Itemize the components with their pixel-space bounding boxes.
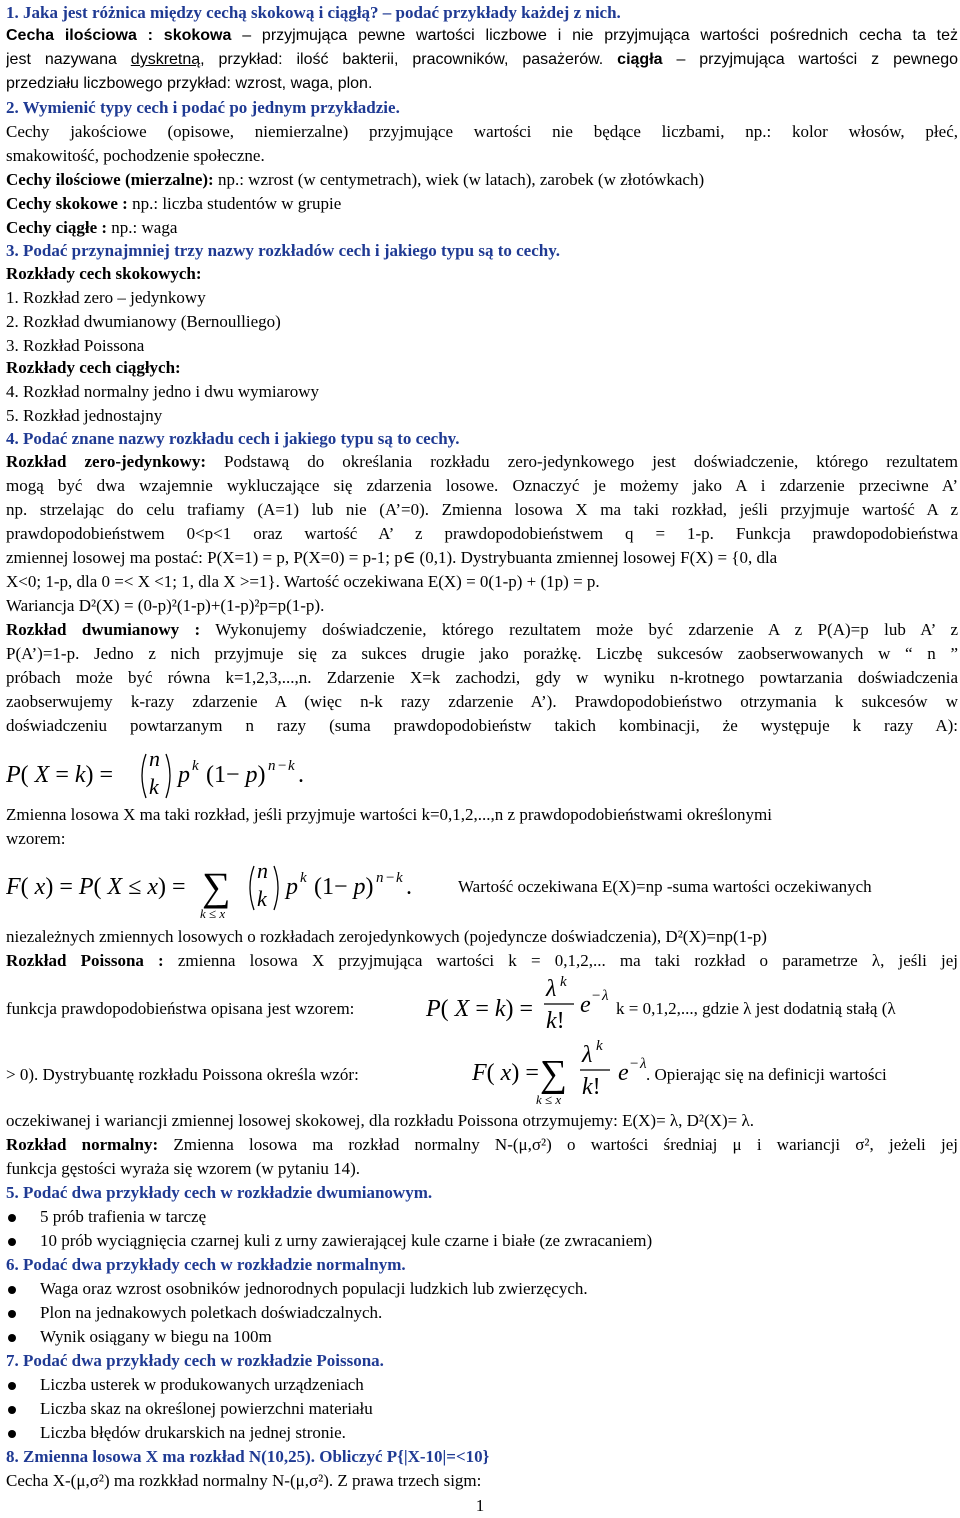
- q4-binomial-line-2: P(A’)=1-p. Jedno z nich przyjmuje się za sukces drugie jako porażkę. Liczbę sukcesów zaobserwowanych w “ n ”: [6, 644, 958, 663]
- svg-text:k: k: [596, 1038, 603, 1054]
- svg-text:(1− p): (1− p): [206, 762, 266, 788]
- svg-text:λ: λ: [582, 1042, 593, 1068]
- list-item: Liczba usterek w produkowanych urządzeniach: [40, 1375, 364, 1394]
- binomial-cdf-formula-svg: [6, 850, 456, 922]
- q2-bold-term: Cechy skokowe :: [6, 194, 128, 213]
- q3-heading-continuous: Rozkłady cech ciągłych:: [6, 358, 181, 377]
- q2-bold-term: Cechy ilościowe (mierzalne):: [6, 170, 214, 189]
- q1-underlined-term: dyskretną: [130, 51, 201, 68]
- q4-bold-term: Rozkład Poissona :: [6, 951, 164, 970]
- list-item: 10 prób wyciągnięcia czarnej kuli z urny zawierającej kule czarne i białe (ze zwracaniem): [40, 1231, 653, 1250]
- question-3-title: 3. Podać przynajmniej trzy nazwy rozkładów cech i jakiego typu są to cechy.: [6, 241, 561, 260]
- list-item: Wynik osiągany w biegu na 100m: [40, 1327, 272, 1346]
- svg-text:n: n: [268, 758, 276, 774]
- list-item: Plon na jednakowych poletkach doświadczalnych.: [40, 1303, 383, 1322]
- svg-text:n: n: [376, 870, 384, 886]
- q1-line-3: przedziału liczbowego przykład: wzrost, waga, plon.: [6, 75, 373, 92]
- svg-text:.: .: [298, 762, 304, 788]
- q4-text: Zmienna losowa ma rozkład normalny N-(μ,σ²) o wartości średniaj μ i wariancji σ², jeżeli jej: [158, 1135, 958, 1154]
- bullet-icon: [8, 1286, 16, 1294]
- q1-text: – przyjmująca pewne wartości liczbowe i nie przyjmująca wartości pośrednich cecha ta też: [231, 27, 958, 44]
- bullet-icon: [8, 1334, 16, 1342]
- q4-binomial-line-9: niezależnych zmiennych losowych o rozkładach zerojedynkowych (pojedyncze doświadczenia), D²(X)=np(1-p): [6, 927, 767, 946]
- q4-zero-one-line-5: zmiennej losowej ma postać: P(X=1) = p, P(X=0) = p-1; p∈ (0,1). Dystrybuanta zmiennej losowej F(X) = {0, dla: [6, 548, 778, 567]
- list-item: 2. Rozkład dwumianowy (Bernoulliego): [6, 312, 281, 331]
- bullet-icon: [8, 1214, 16, 1222]
- q4-normal-line-1: [6, 1134, 958, 1156]
- list-item: Liczba skaz na określonej powierzchni materiału: [40, 1399, 373, 1418]
- q3-heading-discrete: Rozkłady cech skokowych:: [6, 264, 202, 283]
- svg-text:λ: λ: [546, 976, 557, 1002]
- bullet-icon: [8, 1382, 16, 1390]
- svg-text:e: e: [618, 1060, 629, 1086]
- list-item: 3. Rozkład Poissona: [6, 336, 145, 355]
- q4-poisson-line-1: [6, 950, 958, 972]
- q4-poisson-line-4: oczekiwanej i wariancji zmiennej losowej skokowej, dla rozkładu Poissona otrzymujemy: E(X)= λ, D²(X)= λ.: [6, 1111, 754, 1130]
- list-item: 5 prób trafienia w tarczę: [40, 1207, 207, 1226]
- q4-bold-term: Rozkład normalny:: [6, 1135, 159, 1154]
- question-5-title: 5. Podać dwa przykłady cech w rozkładzie dwumianowym.: [6, 1183, 433, 1202]
- q4-text: zmienna losowa X przyjmująca wartości k = 0,1,2,... ma taki rozkład o parametrze λ, jeśli jej: [163, 951, 958, 970]
- q2-text: np.: wzrost (w centymetrach), wiek (w latach), zarobek (w złotówkach): [213, 170, 705, 189]
- q4-text: Podstawą do określania rozkładu zero-jedynkowego jest doświadczenie, którego rezultatem: [206, 452, 958, 471]
- svg-text:k: k: [192, 758, 199, 774]
- question-1-title: 1. Jaka jest różnica między cechą skokową i ciągłą? – podać przykłady każdej z nich.: [6, 3, 621, 22]
- question-2-title: 2. Wymienić typy cech i podać po jednym przykładzie.: [6, 98, 400, 117]
- svg-text:k: k: [288, 758, 295, 774]
- svg-text:λ: λ: [640, 1056, 647, 1072]
- q4-binomial-line-6: Zmienna losowa X ma taki rozkład, jeśli przyjmuje wartości k=0,1,2,...,n z prawdopodobieństwami określonymi: [6, 805, 772, 824]
- q8-line-1: Cecha X-(μ,σ²) ma rozkkład normalny N-(μ,σ²). Z prawa trzech sigm:: [6, 1471, 482, 1490]
- q1-text: – przyjmująca wartości z pewnego: [662, 51, 958, 68]
- poisson-pmf-formula-svg: [424, 972, 624, 1034]
- svg-text:−: −: [386, 870, 395, 886]
- poisson-cdf-formula: [470, 1036, 670, 1108]
- svg-text:k ≤ x: k ≤ x: [200, 906, 226, 921]
- svg-text:k: k: [257, 886, 267, 911]
- q4-binomial-line-4: zaobserwujemy k-razy zdarzenie A (więc n-k razy zdarzenie A’). Prawdopodobieństwo otrzymania k sukcesów w: [6, 692, 958, 711]
- question-7-title: 7. Podać dwa przykłady cech w rozkładzie Poissona.: [6, 1351, 384, 1370]
- svg-text:.: .: [406, 874, 412, 900]
- bullet-icon: [8, 1430, 16, 1438]
- svg-text:k: k: [149, 774, 159, 799]
- svg-text:k: k: [560, 974, 567, 990]
- q2-line-2: smakowitość, pochodzenie społeczne.: [6, 146, 265, 165]
- svg-text:p: p: [286, 874, 298, 900]
- q4-binomial-line-3: próbach może być równa k=1,2,3,...,n. Zdarzenie X=k zachodzi, gdy w wyniku n-krotnego powtarzania doświadczenia: [6, 668, 958, 687]
- q4-bold-term: Rozkład zero-jedynkowy:: [6, 452, 206, 471]
- q4-poisson-line-2b: k = 0,1,2,..., gdzie λ jest dodatnią stałą (λ: [616, 999, 896, 1018]
- bullet-icon: [8, 1238, 16, 1246]
- q4-poisson-line-3b: . Opierając się na definicji wartości: [646, 1065, 887, 1084]
- q4-bold-term: Rozkład dwumianowy :: [6, 620, 201, 639]
- bullet-icon: [8, 1310, 16, 1318]
- question-4-title: 4. Podać znane nazwy rozkładu cech i jakiego typu są to cechy.: [6, 429, 460, 448]
- poisson-cdf-formula-svg: [470, 1036, 670, 1108]
- svg-text:∑: ∑: [202, 864, 231, 909]
- list-item: 5. Rozkład jednostajny: [6, 406, 163, 425]
- svg-text:∑: ∑: [540, 1053, 568, 1095]
- svg-text:P( X = k) =: P( X = k) =: [426, 996, 534, 1022]
- q1-line-1: [6, 25, 958, 47]
- svg-text:n: n: [149, 746, 160, 771]
- q4-poisson-line-3a: > 0). Dystrybuantę rozkładu Poissona określa wzór:: [6, 1065, 359, 1084]
- svg-text:P( X = k) =: P( X = k) =: [6, 762, 114, 788]
- list-item: 4. Rozkład normalny jedno i dwu wymiarowy: [6, 382, 320, 401]
- svg-text:λ: λ: [602, 988, 609, 1004]
- q1-text: , przykład: ilość bakterii, pracowników, pasażerów.: [200, 51, 618, 68]
- q1-bold-term: ciągła: [617, 51, 663, 68]
- svg-text:F( x) = P( X ≤ x) =: F( x) = P( X ≤ x) =: [6, 874, 186, 900]
- q2-text: np.: liczba studentów w grupie: [127, 194, 342, 213]
- svg-text:F( x) =: F( x) =: [472, 1060, 539, 1086]
- svg-text:k ≤ x: k ≤ x: [536, 1092, 562, 1107]
- page-number: 1: [475, 1496, 485, 1515]
- q4-binomial-line-8: Wartość oczekiwana E(X)=np -suma wartości oczekiwanych: [458, 877, 872, 896]
- svg-text:k!: k!: [546, 1008, 565, 1034]
- poisson-pmf-formula: [424, 972, 624, 1034]
- binomial-cdf-formula: [6, 850, 456, 922]
- svg-text:k!: k!: [582, 1074, 601, 1100]
- q1-text: jest nazywana: [6, 51, 131, 68]
- q1-line-2: [6, 49, 958, 71]
- q4-text: Wykonujemy doświadczenie, którego rezultatem może być zdarzenie A z P(A)=p lub A’ z: [200, 620, 958, 639]
- question-8-title: 8. Zmienna losowa X ma rozkład N(10,25). Obliczyć P{|X-10|=<10}: [6, 1447, 490, 1466]
- binomial-pmf-formula-svg: [6, 740, 426, 804]
- q4-zero-one-line-7: Wariancja D²(X) = (0-p)²(1-p)+(1-p)²p=p(1-p).: [6, 596, 325, 615]
- q4-poisson-line-2a: funkcja prawdopodobieństwa opisana jest wzorem:: [6, 999, 355, 1018]
- q4-zero-one-line-6: X<0; 1-p, dla 0 =< X <1; 1, dla X >=1}. Wartość oczekiwana E(X) = 0(1-p) + (1p) = p.: [6, 572, 600, 591]
- svg-text:−: −: [592, 988, 601, 1004]
- svg-text:k: k: [300, 870, 307, 886]
- q4-zero-one-line-3: np. strzelając do celu trafiamy (A=1) lub nie (A’=0). Zmienna losowa X ma taki rozkład, jeśli przyjmuje wartość A z: [6, 500, 958, 519]
- q2-line-1: Cechy jakościowe (opisowe, niemierzalne) przyjmujące wartości nie będące liczbami, np.: kolor włosów, płeć,: [6, 122, 958, 141]
- svg-text:p: p: [178, 762, 190, 788]
- q1-bold-term: Cecha ilościowa : skokowa: [6, 27, 232, 44]
- svg-text:e: e: [580, 992, 591, 1018]
- q2-line-3: [6, 169, 958, 191]
- q2-bold-term: Cechy ciągłe :: [6, 218, 108, 237]
- binomial-pmf-formula: [6, 740, 426, 804]
- q4-binomial-line-1: [6, 619, 958, 641]
- svg-text:n: n: [257, 858, 268, 883]
- q4-zero-one-line-2: mogą być dwa wzajemnie wykluczające się zdarzenia losowe. Oznaczyć je możemy jako A i zdarzenie przeciwne A’: [6, 476, 958, 495]
- svg-text:(1− p): (1− p): [314, 874, 374, 900]
- q2-text: np.: waga: [107, 218, 178, 237]
- list-item: Liczba błędów drukarskich na jednej stronie.: [40, 1423, 346, 1442]
- q4-binomial-line-5: doświadczeniu powtarzanym n razy (suma prawdopodobieństw takich kombinacji, że występuje k razy A):: [6, 716, 958, 735]
- q2-line-5: [6, 217, 958, 239]
- svg-text:k: k: [396, 870, 403, 886]
- list-item: Waga oraz wzrost osobników jednorodnych populacji ludzkich lub zwierzęcych.: [40, 1279, 588, 1298]
- svg-text:−: −: [630, 1056, 639, 1072]
- q4-binomial-line-7: wzorem:: [6, 829, 66, 848]
- q4-normal-line-2: funkcja gęstości wyraża się wzorem (w pytaniu 14).: [6, 1159, 361, 1178]
- list-item: 1. Rozkład zero – jedynkowy: [6, 288, 206, 307]
- svg-text:−: −: [278, 758, 287, 774]
- bullet-icon: [8, 1406, 16, 1414]
- question-6-title: 6. Podać dwa przykłady cech w rozkładzie normalnym.: [6, 1255, 406, 1274]
- q2-line-4: [6, 193, 958, 215]
- q4-zero-one-line-4: prawdopodobieństwem 0<p<1 oraz wartość A’ z prawdopodobieństwem q = 1-p. Funkcja prawdopodobieństwa: [6, 524, 958, 543]
- q4-zero-one-line-1: [6, 451, 958, 473]
